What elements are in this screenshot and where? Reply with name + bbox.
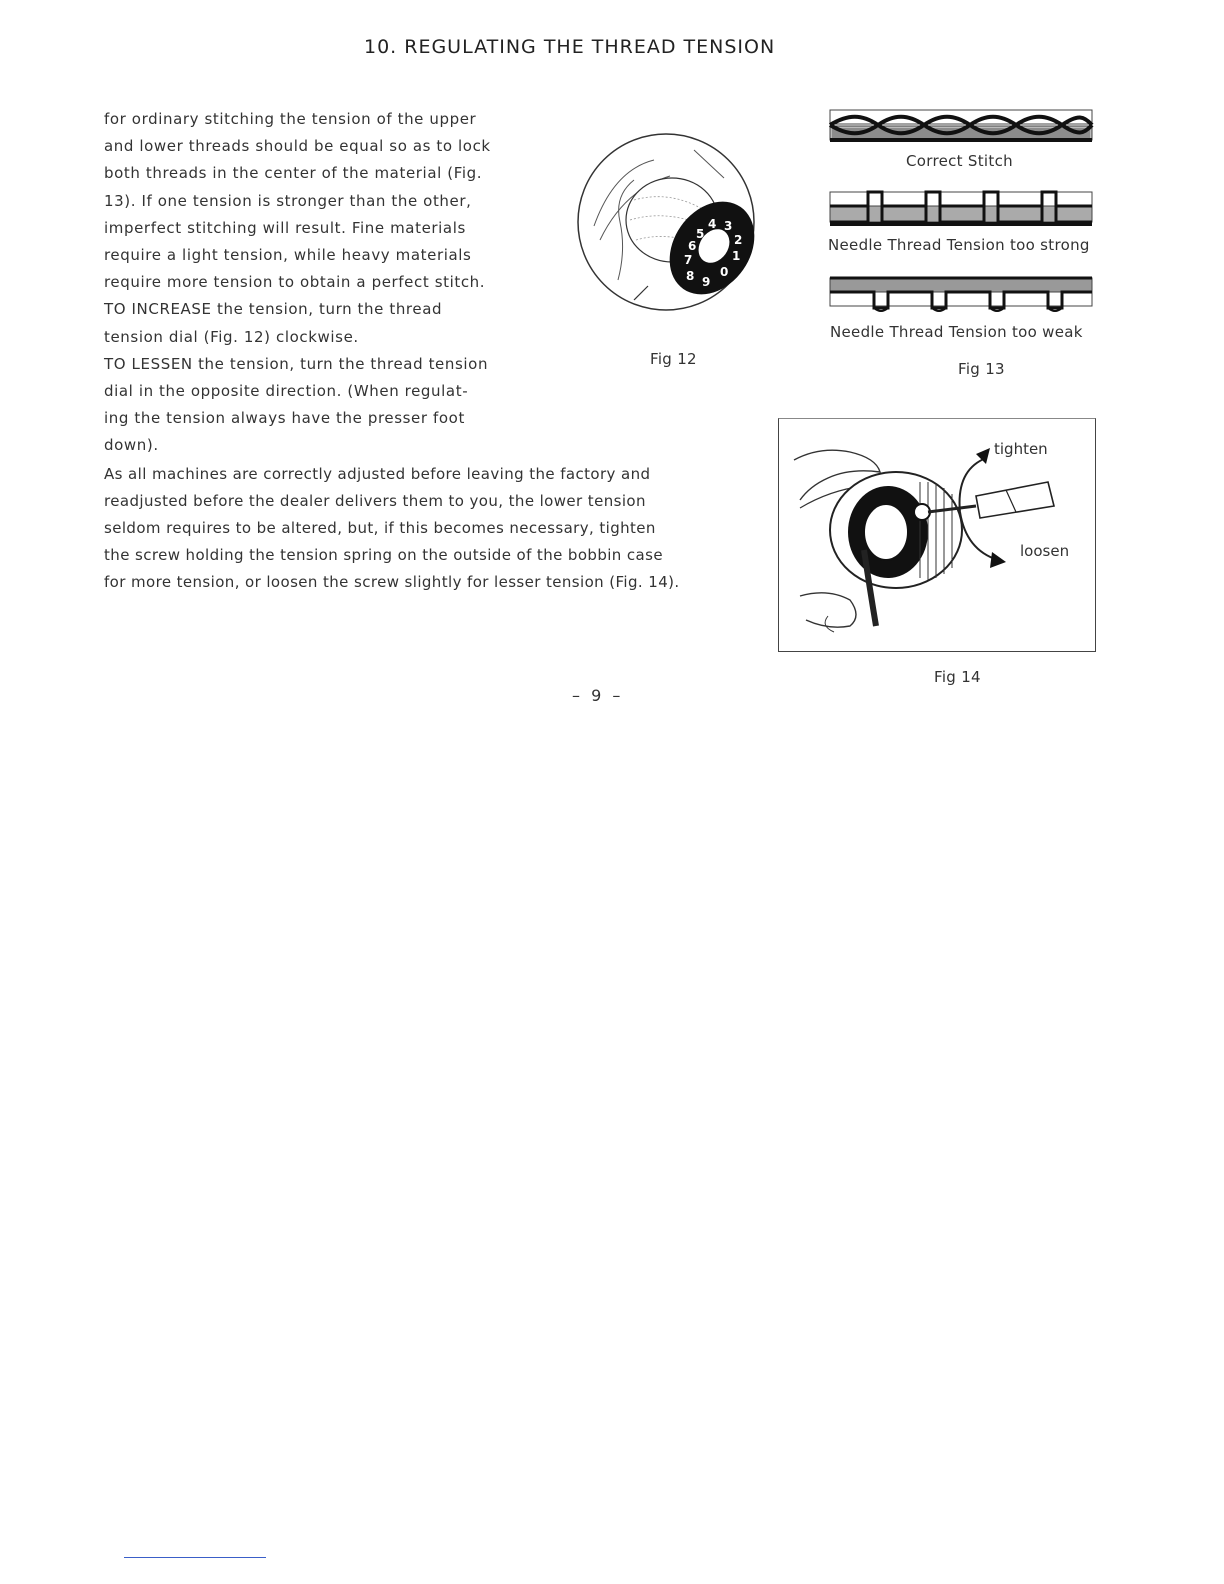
paragraph-line: both threads in the center of the material (Fig. xyxy=(104,164,483,183)
paragraph-line: down). xyxy=(104,436,159,455)
dial-number: 8 xyxy=(686,269,695,283)
tension-too-weak-label: Needle Thread Tension too weak xyxy=(830,323,1083,341)
dial-number: 1 xyxy=(732,249,741,263)
instructions-paragraph xyxy=(104,106,496,459)
dial-number: 3 xyxy=(724,219,733,233)
paragraph-line: tension dial (Fig. 12) clockwise. xyxy=(104,327,359,346)
dial-number: 7 xyxy=(684,253,693,267)
dial-number: 2 xyxy=(734,233,743,247)
page-title: 10. REGULATING THE THREAD TENSION xyxy=(364,36,776,58)
footer-rule xyxy=(124,1557,266,1558)
correct-stitch-diagram xyxy=(828,104,1094,144)
paragraph-line: for more tension, or loosen the screw slightly for lesser tension (Fig. 14). xyxy=(104,573,680,591)
paragraph-line: for ordinary stitching the tension of the upper xyxy=(104,110,477,128)
tension-too-strong-label: Needle Thread Tension too strong xyxy=(828,236,1090,254)
tension-too-weak-diagram xyxy=(828,272,1094,316)
fig13-caption: Fig 13 xyxy=(958,360,1005,378)
paragraph-line: ing the tension always have the presser foot xyxy=(104,409,465,428)
paragraph-line: 13). If one tension is stronger than the other, xyxy=(104,191,472,210)
paragraph-line: imperfect stitching will result. Fine materials xyxy=(104,218,466,237)
dial-number: 5 xyxy=(696,227,705,241)
paragraph-line: TO LESSEN the tension, turn the thread tension xyxy=(104,354,489,373)
fig12-caption: Fig 12 xyxy=(650,350,697,368)
page-number: – 9 – xyxy=(572,686,624,705)
loosen-label: loosen xyxy=(1020,542,1070,560)
paragraph-line: and lower threads should be equal so as to lock xyxy=(104,137,491,156)
paragraph-line: require a light tension, while heavy materials xyxy=(104,245,472,264)
paragraph-line: readjusted before the dealer delivers them to you, the lower tension xyxy=(104,492,646,510)
correct-stitch-label: Correct Stitch xyxy=(906,152,1013,170)
tension-too-strong-diagram xyxy=(828,186,1094,228)
fig14-caption: Fig 14 xyxy=(934,668,981,686)
paragraph-line: As all machines are correctly adjusted before leaving the factory and xyxy=(104,465,651,483)
paragraph-line: dial in the opposite direction. (When regulat- xyxy=(104,381,469,400)
paragraph-line: the screw holding the tension spring on the outside of the bobbin case xyxy=(104,546,663,564)
paragraph-line: TO INCREASE the tension, turn the thread xyxy=(104,300,443,319)
dial-number: 6 xyxy=(688,239,697,253)
bobbin-tension-paragraph xyxy=(104,461,678,596)
dial-number: 0 xyxy=(720,265,729,279)
dial-number: 9 xyxy=(702,275,711,289)
tighten-label: tighten xyxy=(994,440,1048,458)
fig12-tension-dial-illustration xyxy=(574,130,758,314)
paragraph-line: require more tension to obtain a perfect stitch. xyxy=(104,273,486,292)
fig14-bobbin-case-illustration xyxy=(780,420,1092,648)
dial-number: 4 xyxy=(708,217,717,231)
paragraph-line: seldom requires to be altered, but, if this becomes necessary, tighten xyxy=(104,519,656,537)
